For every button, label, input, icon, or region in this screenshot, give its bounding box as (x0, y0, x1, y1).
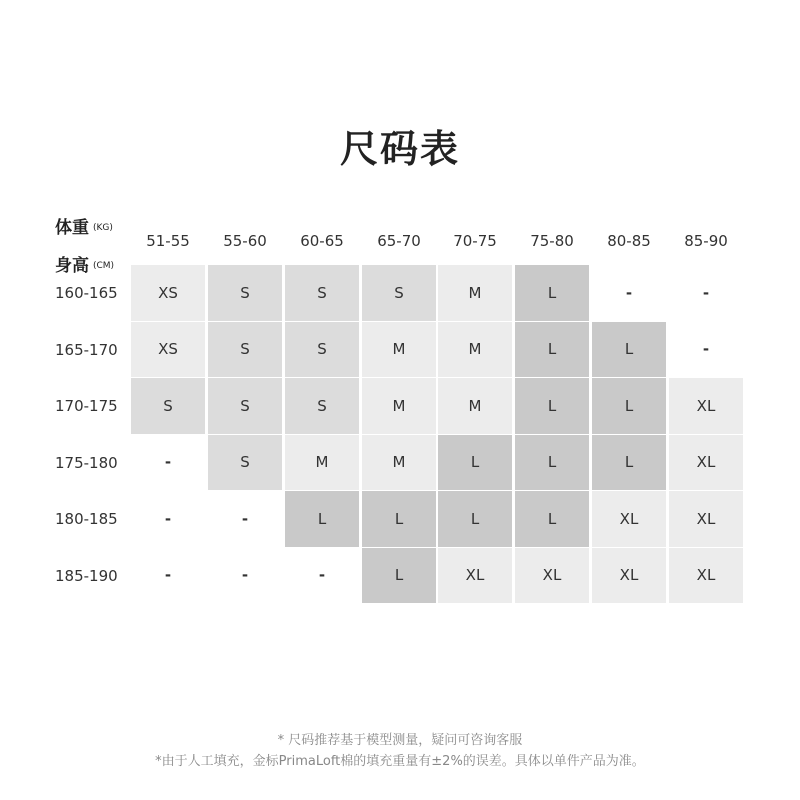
size-cell: XL (669, 435, 743, 491)
size-cell: - (131, 548, 205, 604)
size-cell: XL (669, 491, 743, 547)
size-cell: - (131, 435, 205, 491)
size-cell: - (131, 491, 205, 547)
column-header: 75-80 (530, 232, 574, 250)
size-cell: L (592, 322, 666, 378)
size-cell: L (362, 491, 436, 547)
size-cell: S (285, 322, 359, 378)
size-cell: L (515, 322, 589, 378)
row-header: 170-175 (55, 397, 118, 415)
weight-axis-label (55, 213, 113, 238)
size-cell: L (592, 435, 666, 491)
size-cell: S (362, 265, 436, 321)
size-cell: L (515, 491, 589, 547)
size-cell: L (285, 491, 359, 547)
size-cell: S (208, 378, 282, 434)
size-cell: S (131, 378, 205, 434)
size-cell: XS (131, 265, 205, 321)
weight-unit: (KG) (93, 223, 113, 233)
size-cell: XL (669, 378, 743, 434)
size-cell: L (515, 265, 589, 321)
size-cell: M (362, 435, 436, 491)
page-title: 尺码表 (339, 127, 460, 171)
column-header: 60-65 (300, 232, 344, 250)
size-cell: L (362, 548, 436, 604)
size-cell: S (285, 378, 359, 434)
row-header: 185-190 (55, 566, 118, 585)
footnote-1: * 尺码推荐基于模型测量，疑问可咨询客服 (277, 733, 523, 748)
size-cell: XL (592, 548, 666, 604)
size-cell: XL (515, 548, 589, 604)
size-cell: M (438, 322, 512, 378)
height-label: 身高 (55, 256, 89, 276)
weight-label: 体重 (55, 218, 89, 238)
size-cell: - (208, 548, 282, 604)
size-cell: L (515, 435, 589, 491)
size-cell: M (362, 378, 436, 434)
size-cell: S (285, 265, 359, 321)
column-header: 51-55 (146, 232, 190, 250)
column-header: 55-60 (223, 232, 267, 250)
size-cell: S (208, 265, 282, 321)
size-cell: - (669, 265, 743, 321)
size-cell: M (438, 378, 512, 434)
size-cell: XL (592, 491, 666, 547)
size-cell: XL (438, 548, 512, 604)
size-cell: XL (669, 548, 743, 604)
size-cell: - (669, 322, 743, 378)
size-cell: L (438, 435, 512, 491)
size-cell: M (285, 435, 359, 491)
size-cell: L (515, 378, 589, 434)
row-header: 160-165 (55, 284, 118, 302)
column-header: 65-70 (377, 232, 421, 250)
size-cell: L (438, 491, 512, 547)
size-cell: XS (131, 322, 205, 378)
row-header: 175-180 (55, 453, 118, 472)
size-cell: S (208, 322, 282, 378)
size-cell: - (208, 491, 282, 547)
size-cell: M (362, 322, 436, 378)
size-cell: - (285, 548, 359, 604)
row-header: 165-170 (55, 340, 118, 359)
footnote-2: *由于人工填充，金标PrimaLoft棉的填充重量有±2%的误差。具体以单件产品为准。 (155, 754, 645, 769)
column-header: 85-90 (684, 232, 728, 250)
size-cell: M (438, 265, 512, 321)
column-header: 80-85 (607, 232, 651, 250)
size-cell: - (592, 265, 666, 321)
row-header: 180-185 (55, 510, 118, 528)
height-unit: (CM) (93, 261, 115, 271)
size-cell: S (208, 435, 282, 491)
column-header: 70-75 (453, 232, 497, 250)
size-cell: L (592, 378, 666, 434)
